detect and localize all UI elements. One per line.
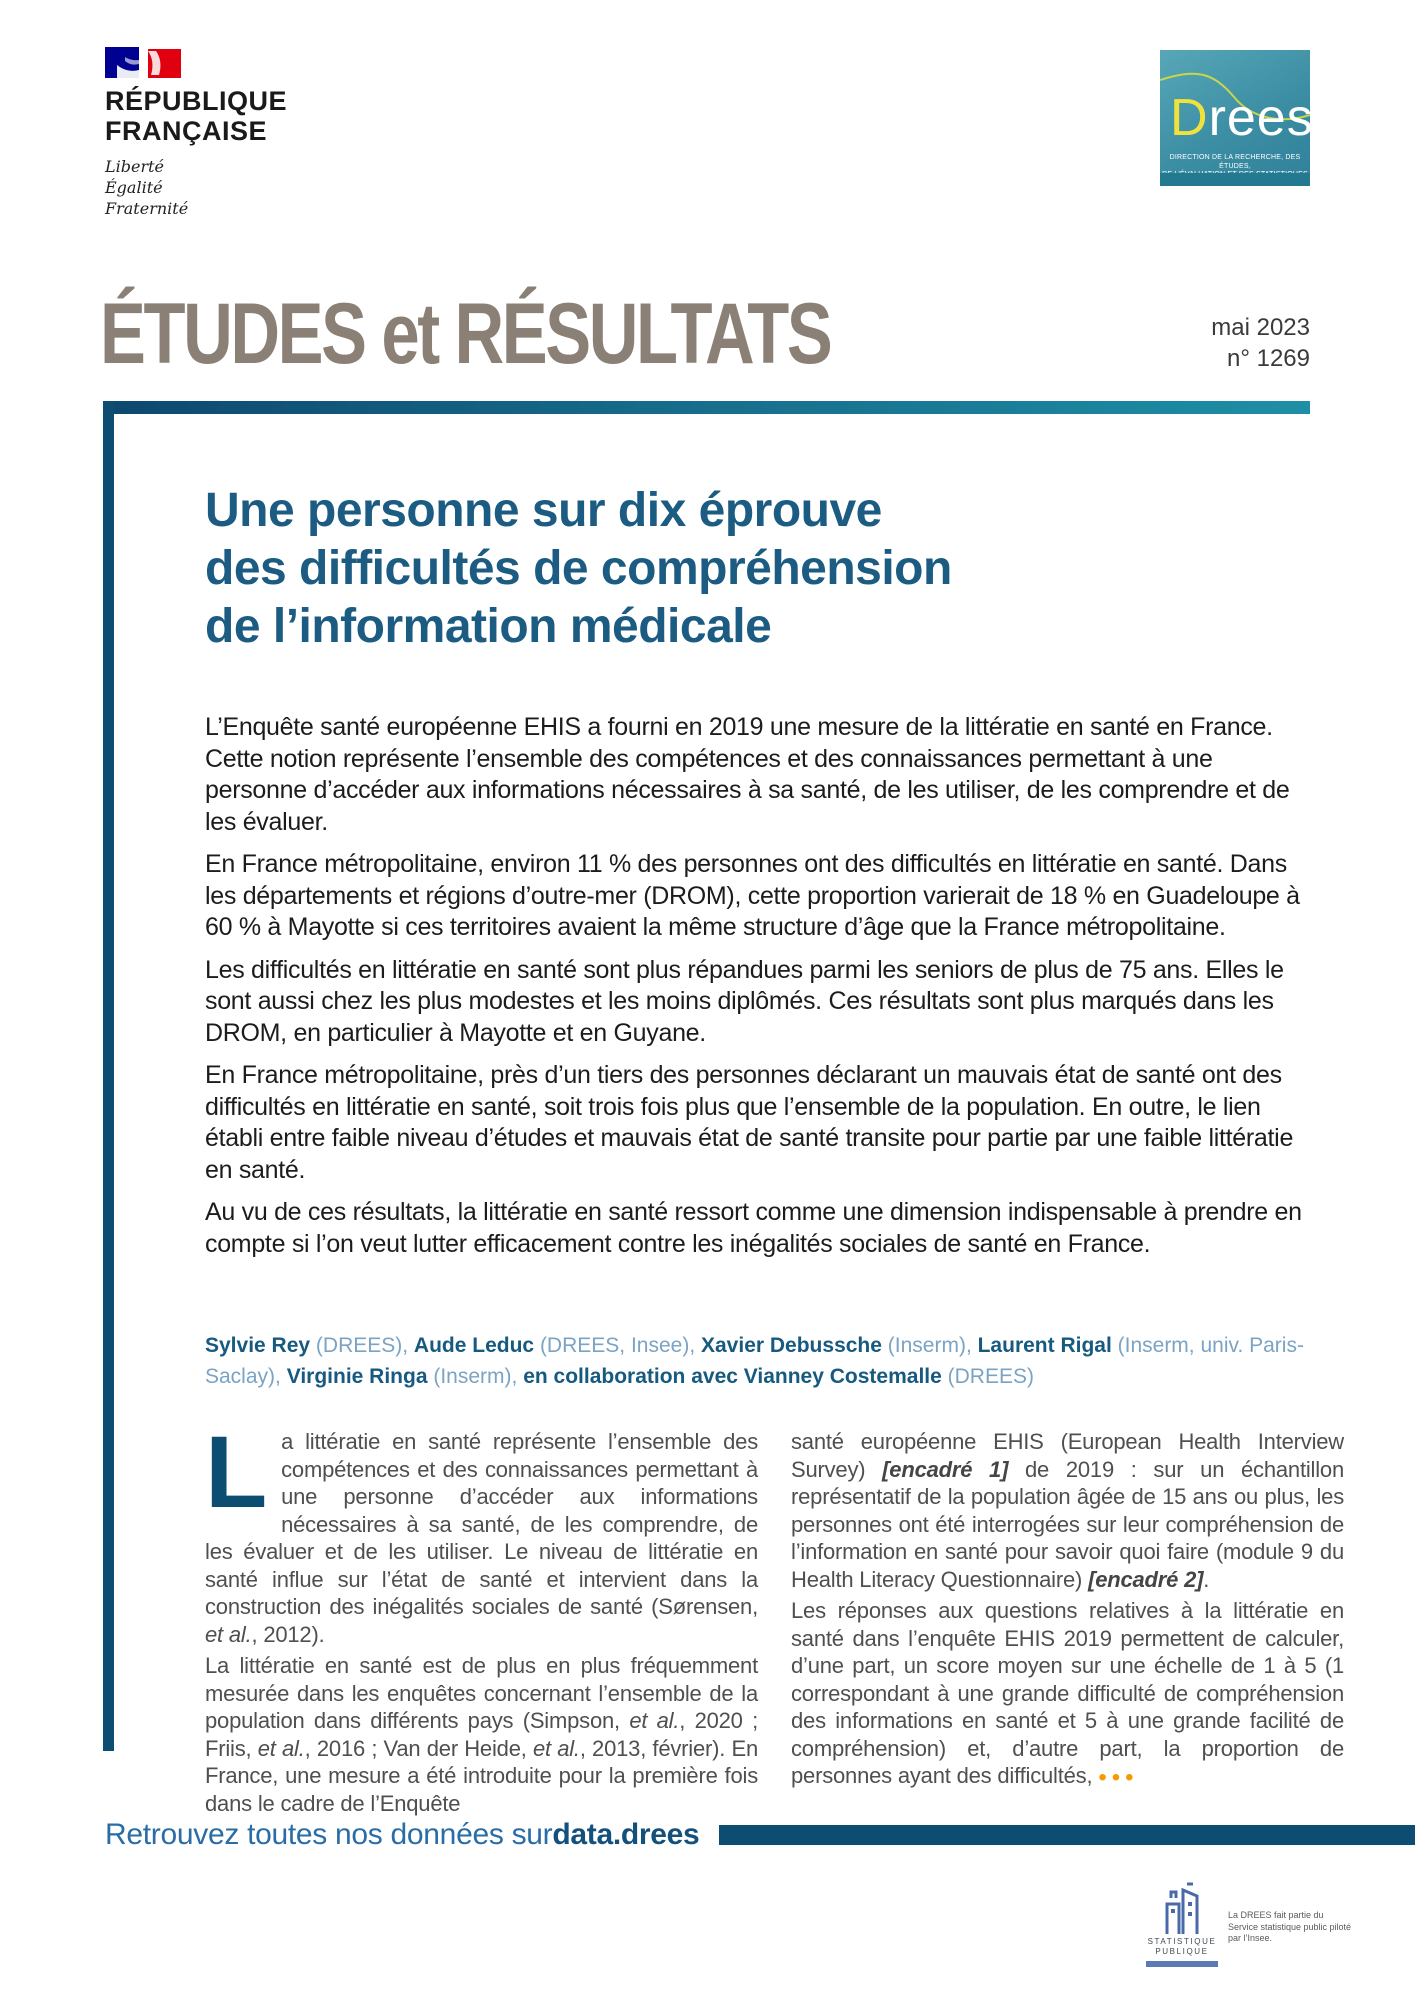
issue-number: n° 1269 bbox=[1226, 345, 1310, 372]
republic-name bbox=[105, 86, 287, 146]
republic-name-line1: RÉPUBLIQUE bbox=[105, 86, 288, 116]
publique-label: PUBLIQUE bbox=[1155, 1947, 1209, 1956]
motto-fraternite: Fraternité bbox=[105, 199, 189, 218]
body-paragraph: La littératie en santé est de plus en plus fréquemment mesurée dans les enquêtes concernant l’ensemble de la population dans différents pays (Simpson, et al., 2020 ; Friis, et al., 2016 ; Van der Heide, et al., 2013, février). En France, une mesure a été introduite pour la première fois dans le cadre de l’Enquête bbox=[205, 1653, 758, 1816]
body-paragraph bbox=[791, 1597, 1344, 1792]
body-column-left bbox=[205, 1415, 758, 1821]
article-title-line1: Une personne sur dix éprouve bbox=[205, 484, 882, 537]
drees-wordmark-rees: rees bbox=[1208, 89, 1314, 147]
data-drees-link[interactable]: data.drees bbox=[552, 1818, 700, 1851]
statistique-publique-caption: La DREES fait partie du Service statistique public piloté par l’Insee. bbox=[1228, 1910, 1352, 1943]
body-paragraph: santé européenne EHIS (European Health Interview Survey) [encadré 1] de 2019 : sur un échantillon représentatif de la population âgée de 15 ans ou plus, les personnes ont été interrogées sur leur compréhension de l’information en santé pour savoir quoi faire (module 9 du Health Literacy Questionnaire) [encadré 2]. bbox=[791, 1429, 1344, 1592]
article-abstract bbox=[205, 712, 1313, 1271]
drees-logo bbox=[1160, 50, 1314, 186]
masthead-rule-horizontal bbox=[103, 401, 1310, 414]
drees-wordmark-d: D bbox=[1170, 89, 1209, 147]
abstract-paragraph: Les difficultés en littératie en santé sont plus répandues parmi les seniors de plus de 75 ans. Elles le sont aussi chez les plus modestes et les moins diplômés. Ces résultats sont plus marqués dans les DROM, en particulier à Mayotte et en Guyane. bbox=[205, 955, 1284, 1047]
continuation-dots: ••• bbox=[1098, 1764, 1139, 1791]
motto-liberte: Liberté bbox=[105, 157, 164, 176]
body-paragraph-text: Les réponses aux questions relatives à la littératie en santé dans l’enquête EHIS 2019 permettent de calculer, d’une part, un score moyen sur une échelle de 1 à 5 (1 correspondant à une grande difficulté de compréhension des informations en santé et 5 à une grande facilité de compréhension) et, d’autre part, la proportion de personnes ayant des difficultés, bbox=[791, 1598, 1344, 1788]
data-drees-banner bbox=[105, 1818, 1415, 1852]
body-paragraph bbox=[205, 1415, 758, 1648]
body-column-right bbox=[791, 1428, 1344, 1821]
article-title-line2: des difficultés de compréhension bbox=[205, 542, 952, 595]
left-vertical-rule bbox=[103, 401, 114, 1751]
republique-francaise-logo bbox=[105, 45, 287, 219]
abstract-paragraph: En France métropolitaine, environ 11 % des personnes ont des difficultés en littératie en santé. Dans les départements et régions d’outre-mer (DROM), cette proportion varierait de 18 % en Guadeloupe à 60 % à Mayotte si ces territoires avaient la même structure d’âge que la France métropolitaine. bbox=[205, 850, 1300, 941]
statistique-label: STATISTIQUE bbox=[1147, 1937, 1217, 1946]
drees-subtitle-line1: DIRECTION DE LA RECHERCHE, DES ÉTUDES, bbox=[1169, 154, 1301, 170]
motto-egalite: Égalité bbox=[105, 178, 163, 197]
statistique-publique-underline bbox=[1146, 1961, 1218, 1967]
body-columns bbox=[205, 1415, 1345, 1821]
french-flag-emblem bbox=[105, 45, 181, 78]
issue-date: mai 2023 bbox=[1211, 314, 1310, 341]
article-title-line3: de l’information médicale bbox=[205, 600, 772, 653]
body-paragraph-text: a littératie en santé représente l’ensemble des compétences et des connaissances permettant à une personne d’accéder aux informations nécessaires à sa santé, de les comprendre, de les évaluer et de les utiliser. Le niveau de littératie en santé influe sur l’état de santé et intervient dans la construction des inégalités sociales de santé (Sørensen, et al., 2012). bbox=[205, 1429, 758, 1647]
drees-logo-band bbox=[1160, 173, 1310, 186]
drop-cap: L bbox=[205, 1415, 268, 1529]
abstract-paragraph: En France métropolitaine, près d’un tiers des personnes déclarant un mauvais état de santé ont des difficultés en littératie en santé, soit trois fois plus que l’ensemble de la population. En outre, le lien établi entre faible niveau d’études et mauvais état de santé transite pour partie par une faible littératie en santé. bbox=[205, 1061, 1294, 1184]
buildings-icon bbox=[1160, 1882, 1204, 1934]
data-drees-bar bbox=[719, 1825, 1415, 1845]
abstract-paragraph: Au vu de ces résultats, la littératie en santé ressort comme une dimension indispensable à prendre en compte si l’on veut lutter efficacement contre les inégalités sociales de santé en France. bbox=[205, 1198, 1302, 1258]
statistique-publique-logo bbox=[1146, 1882, 1353, 1967]
authors-line: Sylvie Rey (DREES), Aude Leduc (DREES, Insee), Xavier Debussche (Inserm), Laurent Rigal (Inserm, univ. Paris-Saclay), Virginie Ringa (Inserm), en collaboration avec Vianney Costemalle (DREES) bbox=[205, 1334, 1304, 1388]
republic-motto bbox=[105, 156, 287, 219]
publication-title: ÉTUDES et RÉSULTATS bbox=[100, 286, 831, 382]
drees-wordmark bbox=[1170, 89, 1314, 147]
article-title bbox=[205, 482, 1165, 656]
data-drees-text: Retrouvez toutes nos données sur bbox=[105, 1818, 553, 1851]
statistique-publique-mark bbox=[1146, 1882, 1218, 1967]
abstract-paragraph: L’Enquête santé européenne EHIS a fourni en 2019 une mesure de la littératie en santé en France. Cette notion représente l’ensemble des compétences et des connaissances permettant à une personne d’accéder aux informations nécessaires à sa santé, de les utiliser, de les comprendre et de les évaluer. bbox=[205, 713, 1290, 836]
republic-name-line2: FRANÇAISE bbox=[105, 116, 268, 146]
issue-info bbox=[1211, 312, 1310, 374]
